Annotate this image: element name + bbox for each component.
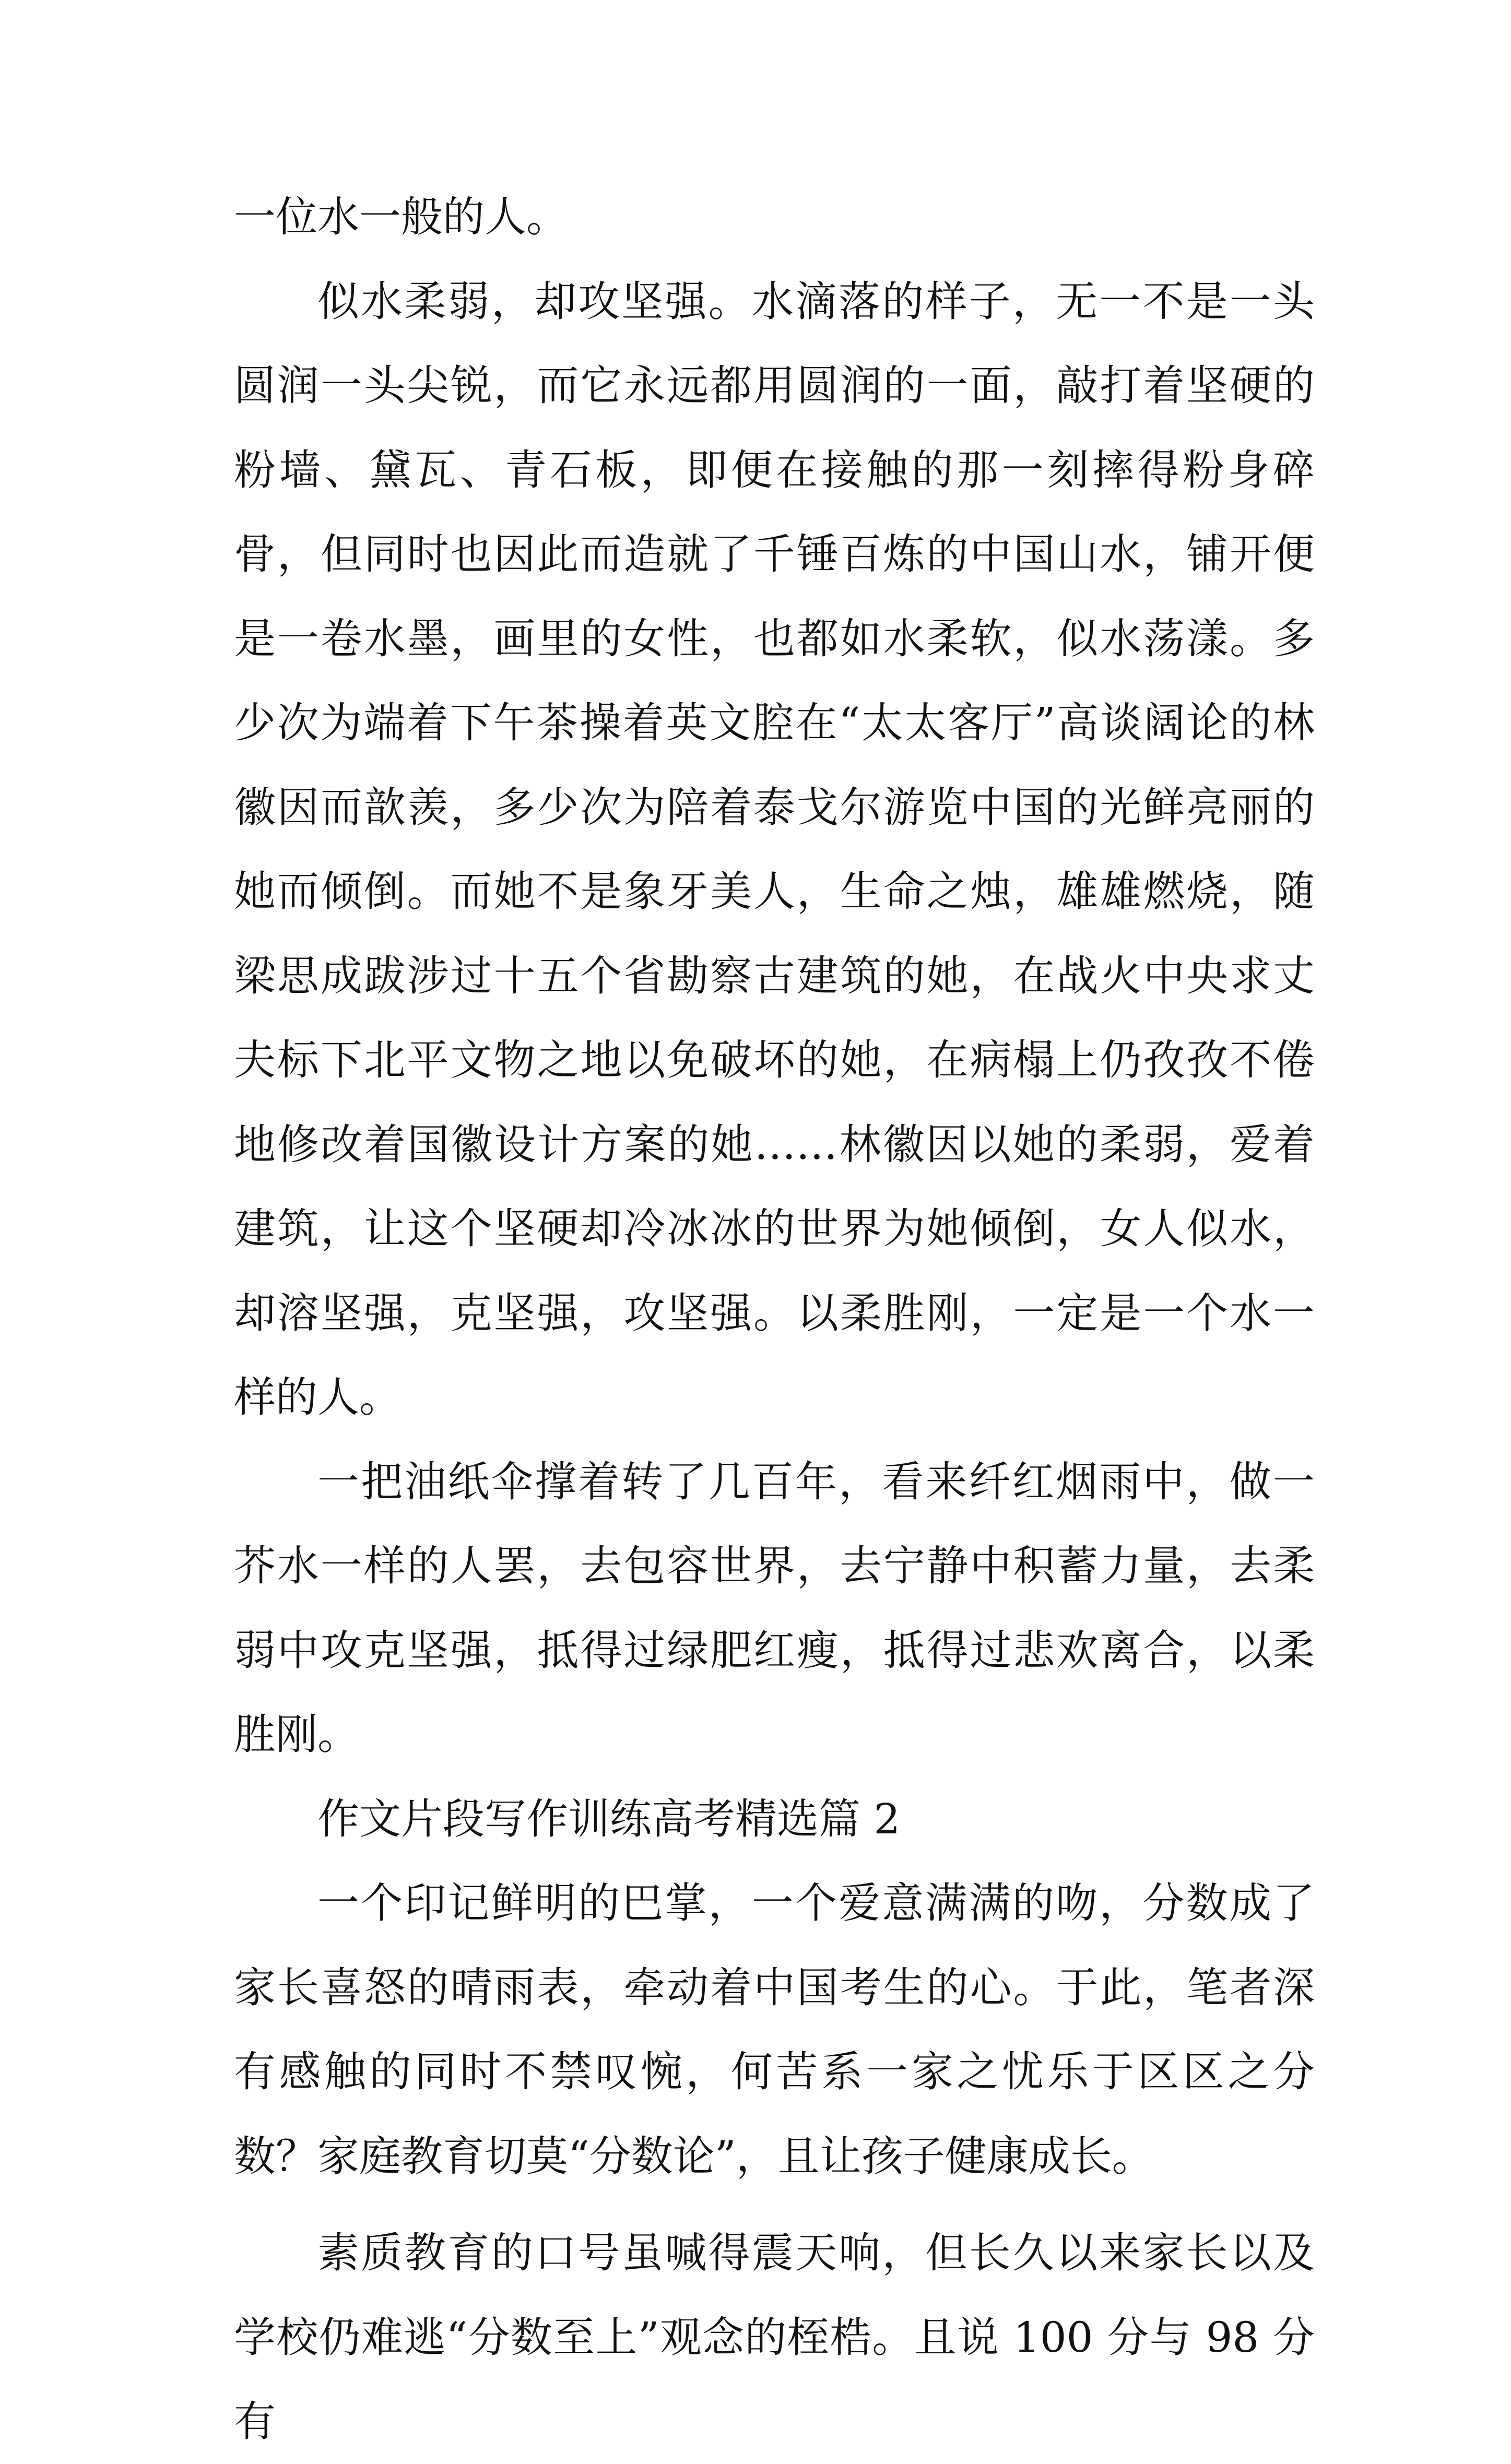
paragraph-continuation: 一位水一般的人。 [234,193,568,241]
section-heading: 作文片段写作训练高考精选篇 2 [317,1794,901,1843]
paragraph-umbrella: 一把油纸伞撑着转了几百年，看来纤红烟雨中，做一芥水一样的人罢，去包容世界，去宁静中积蓄力量，去柔弱中攻克坚强，抵得过绿肥红瘦，抵得过悲欢离合，以柔胜刚。 [234,1457,1315,1759]
document-body [234,175,1315,2464]
paragraph-lin-huiyin: 似水柔弱，却攻坚强。水滴落的样子，无一不是一头圆润一头尖锐，而它永远都用圆润的一面，敲打着坚硬的粉墙、黛瓦、青石板，即便在接触的那一刻摔得粉身碎骨，但同时也因此而造就了千锤百炼的中国山水，铺开便是一卷水墨，画里的女性，也都如水柔软，似水荡漾。多少次为端着下午茶操着英文腔在“太太客厅”高谈阔论的林徽因而歆羡，多少次为陪着泰戈尔游览中国的光鲜亮丽的她而倾倒。而她不是象牙美人，生命之烛，雄雄燃烧，随梁思成跋涉过十五个省勘察古建筑的她，在战火中央求丈夫标下北平文物之地以免破坏的她，在病榻上仍孜孜不倦地修改着国徽设计方案的她……林徽因以她的柔弱，爱着建筑，让这个坚硬却冷冰冰的世界为她倾倒，女人似水，却溶坚强，克坚强，攻坚强。以柔胜刚，一定是一个水一样的人。 [234,277,1315,1421]
paragraph-quality-education: 素质教育的口号虽喊得震天响，但长久以来家长以及学校仍难逃“分数至上”观念的桎梏。且说 100 分与 98 分有 [234,2229,1315,2446]
paragraph-score-slap: 一个印记鲜明的巴掌，一个爱意满满的吻，分数成了家长喜怒的晴雨表，牵动着中国考生的心。于此，笔者深有感触的同时不禁叹惋，何苦系一家之忧乐于区区之分数？家庭教育切莫“分数论”，且让孩子健康成长。 [234,1879,1315,2181]
